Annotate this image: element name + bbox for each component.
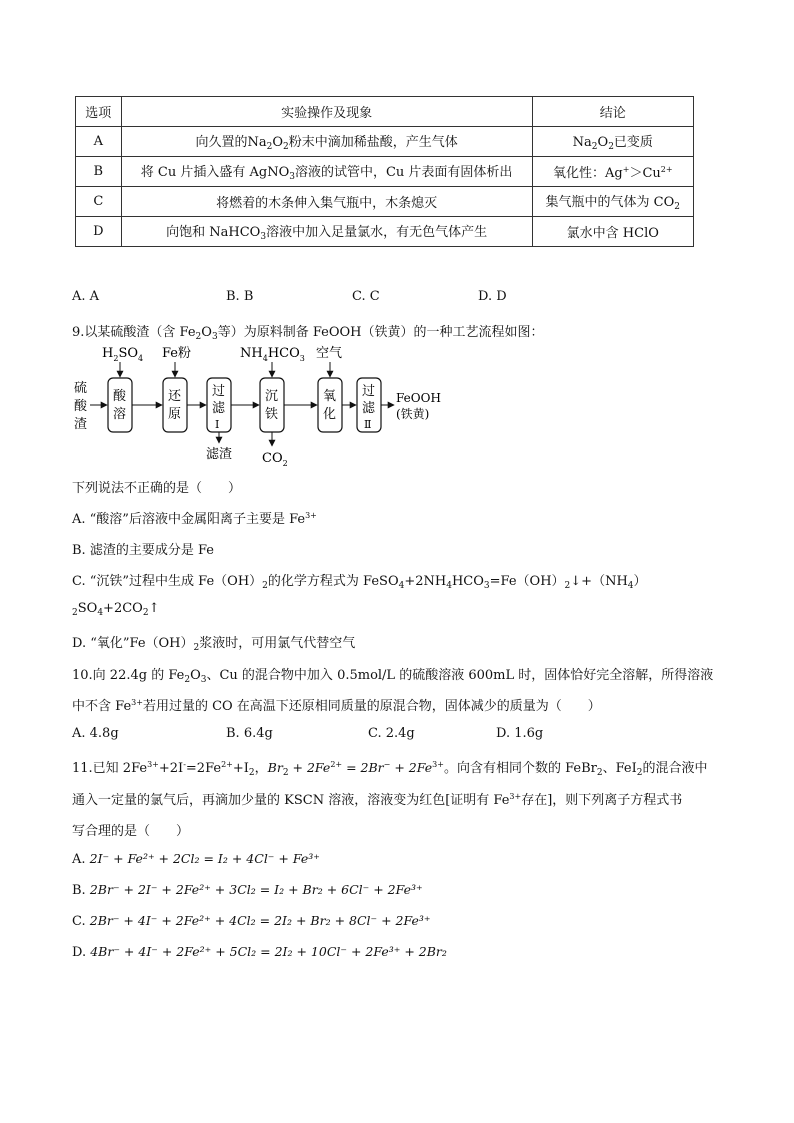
svg-text:酸: 酸 [113, 389, 127, 404]
q8-option-a[interactable]: A. A [72, 289, 100, 304]
flow-box-acid-dissolve [108, 378, 132, 432]
bromine-equation: $Br_2 + 2Fe^{2+} = 2Br^- + 2Fe^{3+}$ [267, 760, 444, 778]
operation-cell: 向久置的$Na_2O_2$粉末中滴加稀盐酸，产生气体 [121, 127, 532, 157]
option-cell: A [76, 127, 122, 157]
q11-option-b[interactable]: B. 2Br⁻ + 2I⁻ + 2Fe²⁺ + 3Cl₂ = I₂ + Br₂ + 6Cl⁻ + 2Fe³⁺ [72, 882, 423, 898]
q9-option-c-line2: $_2SO_4+2CO_2↑$ [72, 601, 160, 618]
q10-option-c[interactable]: C. 2.4g [368, 726, 415, 741]
product-label: (铁黄) [396, 407, 430, 421]
q10-stem-line2: 中不含 $Fe^{3+}$若用过量的 CO 在高温下还原相同质量的原混合物，固体减少的质量为（ ） [72, 698, 601, 714]
conclusion-cell: 氧化性：$Ag^+>Cu^{2+}$ [532, 157, 693, 187]
q10-options [72, 726, 572, 744]
product-label: FeOOH [396, 391, 441, 405]
q9-option-d[interactable]: D. “氧化$”Fe(OH)_2$浆液时，可用氯气代替空气 [72, 636, 356, 653]
svg-text:铁: 铁 [265, 407, 279, 422]
experiment-table [75, 96, 694, 247]
q11-stem-line1: 11.已知 $2Fe^{3+}+2I^-=2Fe^{2+}+I_2$，$Br_2 + 2Fe^{2+} = 2Br^- + 2Fe^{3+}$。向含有相同个数的 FeBr$_2$、FeI$_2$的混合液中 [72, 760, 708, 778]
svg-text:氧: 氧 [323, 389, 337, 404]
svg-text:沉: 沉 [265, 389, 279, 404]
table-row [76, 217, 694, 247]
q10-stem-line1: 10.向 22.4g 的 $Fe_2O_3$、Cu 的混合物中加入 0.5mol/L 的硫酸溶液 600mL 时，固体恰好完全溶解，所得溶液 [72, 668, 714, 685]
conclusion-cell: 氯水中含 HClO [532, 217, 693, 247]
svg-text:Ⅱ: Ⅱ [364, 418, 372, 431]
table-row [76, 157, 694, 187]
q11-stem-line3: 写合理的是（ ） [72, 824, 190, 839]
table-row [76, 127, 694, 157]
reagent-label: $NH_4HCO_3$ [240, 346, 305, 363]
svg-text:原: 原 [168, 407, 182, 422]
q9-option-b[interactable]: B. 滤渣的主要成分是 Fe [72, 543, 214, 558]
q11-option-c[interactable]: C. 2Br⁻ + 4I⁻ + 2Fe²⁺ + 4Cl₂ = 2I₂ + Br₂ + 8Cl⁻ + 2Fe³⁺ [72, 913, 431, 929]
output-label: 滤渣 [206, 447, 233, 462]
table-header: 选项 [76, 97, 122, 127]
reagent-label: 空气 [316, 346, 343, 361]
operation-cell: 将 Cu 片插入盛有 AgNO$_3$溶液的试管中，Cu 片表面有固体析出 [121, 157, 532, 187]
svg-text:Ⅰ: Ⅰ [215, 418, 220, 431]
svg-text:过: 过 [212, 384, 226, 399]
flow-start-label: 硫 [74, 381, 88, 396]
option-cell: B [76, 157, 122, 187]
table-header: 结论 [532, 97, 693, 127]
flow-box-reduce [163, 378, 187, 432]
conclusion-cell: 集气瓶中的气体为 $CO_2$ [532, 187, 693, 217]
q9-ask: 下列说法不正确的是（ ） [72, 481, 242, 496]
operation-cell: 向饱和 NaHCO$_3$溶液中加入足量氯水，有无色气体产生 [121, 217, 532, 247]
q8-options [72, 289, 572, 307]
svg-text:化: 化 [323, 407, 337, 422]
q8-option-b[interactable]: B. B [226, 289, 254, 304]
q10-option-a[interactable]: A. 4.8g [72, 726, 119, 741]
svg-text:还: 还 [168, 389, 182, 404]
flow-box-filter-2 [357, 378, 381, 432]
flow-start-label: 酸 [74, 399, 88, 414]
svg-text:滤: 滤 [212, 401, 226, 416]
conclusion-cell: $Na_2O_2$已变质 [532, 127, 693, 157]
q9-option-c-line1[interactable]: C. “沉铁”过程中生成 $Fe(OH)_2$的化学方程式为 $FeSO_4+2NH_4HCO_3=Fe(OH)_2↓+(NH_4)$ [72, 574, 647, 591]
q10-option-d[interactable]: D. 1.6g [496, 726, 544, 741]
q8-option-c[interactable]: C. C [352, 289, 380, 304]
option-cell: D [76, 217, 122, 247]
q11-option-d[interactable]: D. 4Br⁻ + 4I⁻ + 2Fe²⁺ + 5Cl₂ = 2I₂ + 10Cl⁻ + 2Fe³⁺ + 2Br₂ [72, 944, 447, 960]
table-header: 实验操作及现象 [121, 97, 532, 127]
table-header-row [76, 97, 694, 127]
flow-box-filter-1 [207, 378, 231, 432]
q11-stem-line2: 通入一定量的氯气后，再滴加少量的 KSCN 溶液，溶液变为红色[证明有 $Fe^{3+}$存在]，则下列离子方程式书 [72, 792, 683, 808]
reagent-label: $H_2SO_4$ [102, 346, 144, 363]
q11-option-a[interactable]: A. 2I⁻ + Fe²⁺ + 2Cl₂ = I₂ + 4Cl⁻ + Fe³⁺ [72, 851, 320, 867]
flow-box-oxidize [318, 378, 342, 432]
output-label: $CO_2$ [262, 451, 288, 468]
q10-option-b[interactable]: B. 6.4g [226, 726, 273, 741]
reagent-label: Fe粉 [162, 346, 192, 361]
q9-option-a[interactable]: A. “酸溶”后溶液中金属阳离子主要是 $Fe^{3+}$ [72, 511, 317, 527]
svg-text:溶: 溶 [113, 407, 127, 422]
flow-start-label: 渣 [74, 417, 88, 432]
q8-option-d[interactable]: D. D [478, 289, 507, 304]
q9-stem: 9.以某硫酸渣（含 $Fe_2O_3$等）为原料制备 FeOOH（铁黄）的一种工艺流程如图： [72, 325, 544, 342]
process-flow-diagram [70, 342, 450, 470]
operation-cell: 将燃着的木条伸入集气瓶中，木条熄灭 [121, 187, 532, 217]
svg-text:滤: 滤 [362, 401, 376, 416]
flow-box-precipitate-iron [260, 378, 284, 432]
table-row [76, 187, 694, 217]
option-cell: C [76, 187, 122, 217]
svg-text:过: 过 [362, 384, 376, 399]
